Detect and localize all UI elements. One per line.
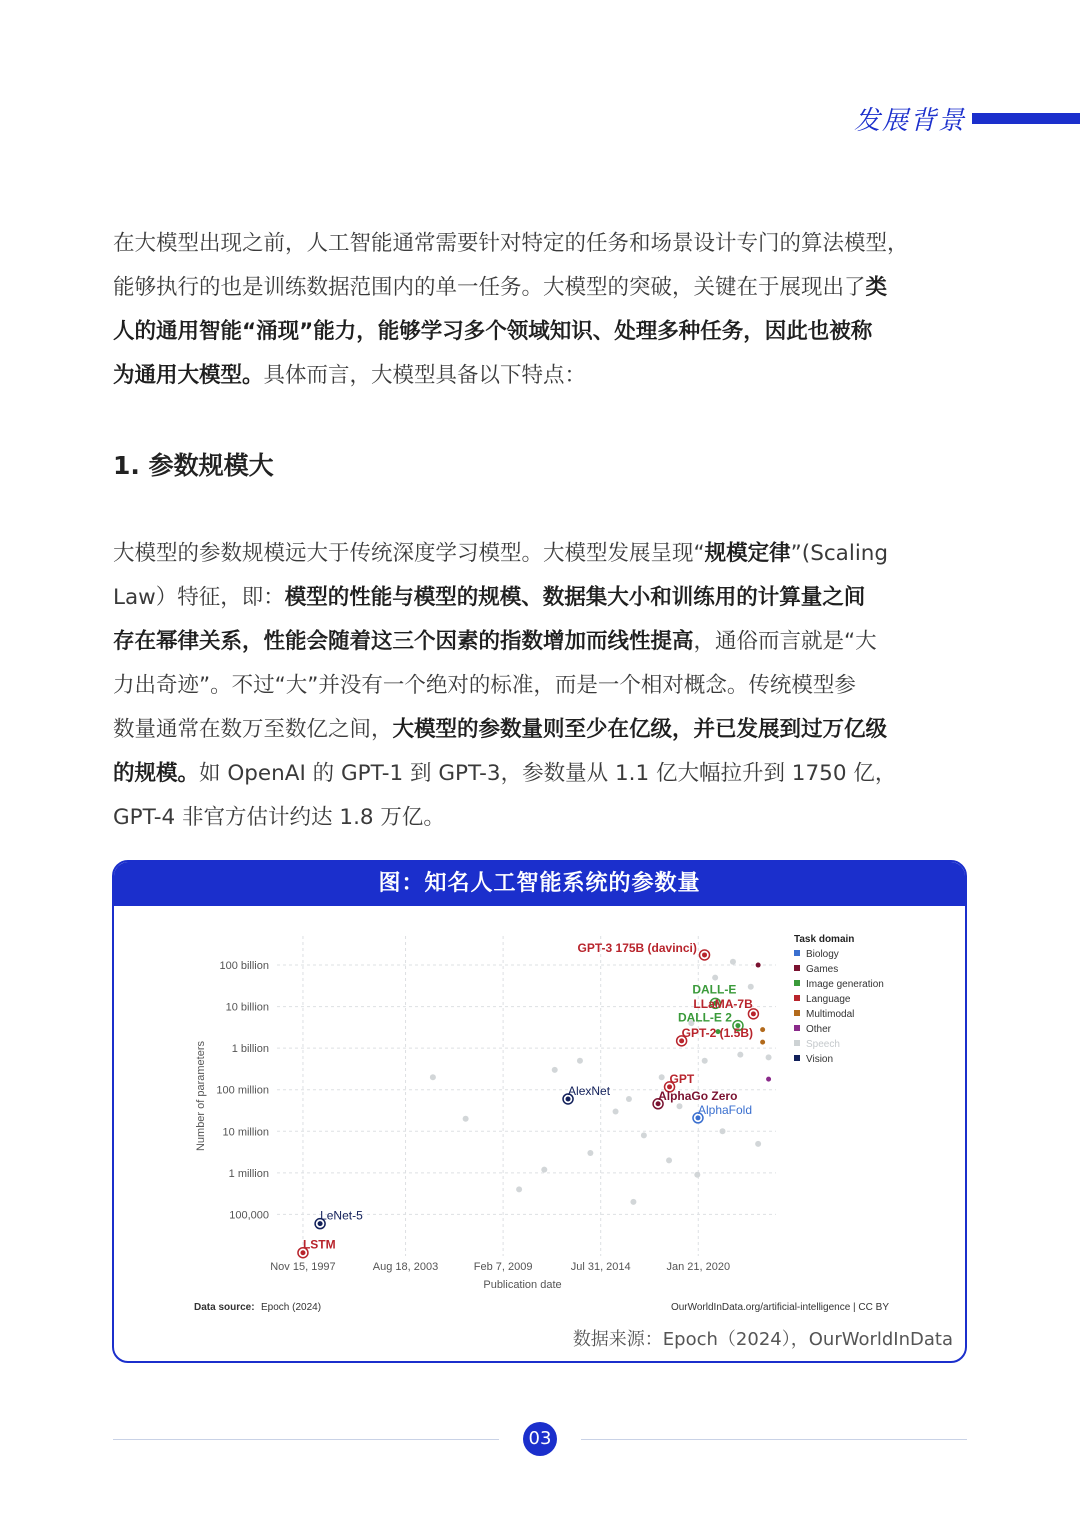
body-line-6-bold: 的规模。 xyxy=(113,761,200,786)
page-footer xyxy=(0,1422,1080,1458)
point-label: LSTM xyxy=(302,1237,336,1252)
data-point xyxy=(730,959,736,965)
legend-swatch xyxy=(794,1055,800,1061)
point-label: GPT-2 (1.5B) xyxy=(681,1025,753,1040)
legend-item: Other xyxy=(806,1024,832,1035)
figure-source-caption: 数据来源：Epoch（2024），OurWorldInData xyxy=(572,1329,953,1350)
point-label: DALL-E xyxy=(692,982,737,997)
body-line-3-text: ，通俗而言就是“大 xyxy=(693,629,877,654)
point-label: LeNet-5 xyxy=(320,1208,363,1223)
point-label: DALL-E 2 xyxy=(677,1010,732,1025)
data-point xyxy=(755,962,761,968)
body-line-1-bold: 规模定律 xyxy=(704,541,791,566)
y-tick-label: 100 billion xyxy=(219,960,269,973)
legend-swatch xyxy=(794,995,800,1001)
data-point xyxy=(630,1199,636,1205)
x-tick-label: Jul 31, 2014 xyxy=(570,1261,631,1273)
data-point xyxy=(463,1116,469,1122)
body-line-3-bold: 存在幂律关系，性能会随着这三个因素的指数增加而线性提高 xyxy=(113,629,694,654)
data-point xyxy=(516,1186,522,1192)
data-point xyxy=(613,1108,619,1114)
legend-title: Task domain xyxy=(794,934,855,945)
footer-rule-right xyxy=(581,1439,967,1440)
footer-rule-left xyxy=(113,1439,499,1440)
legend-swatch xyxy=(794,980,800,986)
legend-swatch xyxy=(794,950,800,956)
page-number: 03 xyxy=(523,1422,557,1456)
y-tick-label: 10 million xyxy=(222,1126,269,1139)
point-label: AlphaGo Zero xyxy=(658,1088,738,1103)
data-point xyxy=(737,1052,743,1058)
intro-line-2-bold: 类 xyxy=(865,275,888,300)
intro-line-1: 在大模型出现之前，人工智能通常需要针对特定的任务和场景设计专门的算法模型， xyxy=(113,231,909,256)
data-point xyxy=(552,1067,558,1073)
legend-swatch xyxy=(794,1010,800,1016)
body-line-1-text: 大模型的参数规模远大于传统深度学习模型。大模型发展呈现“ xyxy=(113,541,705,566)
data-point xyxy=(626,1096,632,1102)
legend-item: Image generation xyxy=(806,979,884,990)
section-tag xyxy=(854,100,1080,137)
y-axis-label: Number of parameters xyxy=(195,1040,207,1152)
body-paragraph xyxy=(113,532,967,840)
body-line-5-bold: 大模型的参数量则至少在亿级，并已发展到过万亿级 xyxy=(392,717,888,742)
data-point xyxy=(641,1132,647,1138)
data-point xyxy=(766,1054,772,1060)
body-line-1 xyxy=(113,532,967,576)
point-label: AlexNet xyxy=(568,1083,611,1098)
data-point xyxy=(766,1076,772,1082)
x-tick-label: Feb 7, 2009 xyxy=(473,1261,533,1273)
data-point xyxy=(720,1128,726,1134)
x-tick-label: Jan 21, 2020 xyxy=(666,1261,731,1273)
legend-item: Games xyxy=(806,964,839,975)
data-point xyxy=(702,1058,708,1064)
data-source-right: OurWorldInData.org/artificial-intelligence | CC BY xyxy=(670,1302,889,1313)
point-label: GPT xyxy=(669,1071,695,1086)
data-point xyxy=(748,984,754,990)
body-line-6 xyxy=(113,752,967,796)
legend-swatch xyxy=(794,1025,800,1031)
figure-box xyxy=(112,860,967,1363)
y-tick-label: 10 billion xyxy=(225,1001,269,1014)
intro-line-2 xyxy=(113,266,967,310)
intro-line-3-bold: 人的通用智能“涌现”能力，能够学习多个领域知识、处理多种任务，因此也被称 xyxy=(113,319,873,344)
intro-line-2-text: 能够执行的也是训练数据范围内的单一任务。大模型的突破，关键在于展现出了 xyxy=(113,275,866,300)
legend-item: Multimodal xyxy=(806,1009,855,1020)
labeled-point xyxy=(751,1011,756,1016)
x-axis-label: Publication date xyxy=(483,1279,562,1291)
labeled-point xyxy=(702,952,707,957)
data-point xyxy=(694,1172,700,1178)
x-tick-label: Aug 18, 2003 xyxy=(372,1261,439,1273)
data-point xyxy=(430,1074,436,1080)
body-line-2-bold: 模型的性能与模型的规模、数据集大小和训练用的计算量之间 xyxy=(284,585,866,610)
data-point xyxy=(587,1150,593,1156)
body-line-7: GPT-4 非官方估计约达 1.8 万亿。 xyxy=(113,805,445,830)
legend-swatch xyxy=(794,1040,800,1046)
data-point xyxy=(712,975,718,981)
data-point xyxy=(541,1167,547,1173)
y-tick-label: 1 billion xyxy=(231,1043,269,1056)
parameters-scatter-chart xyxy=(114,908,965,1318)
y-tick-label: 100 million xyxy=(216,1084,269,1097)
data-point xyxy=(666,1157,672,1163)
x-tick-label: Nov 15, 1997 xyxy=(270,1261,336,1273)
point-label: AlphaFold xyxy=(697,1102,753,1117)
body-line-4: 力出奇迹”。不过“大”并没有一个绝对的标准，而是一个相对概念。传统模型参 xyxy=(113,673,856,698)
data-point xyxy=(760,1027,766,1033)
intro-line-4-text: 具体而言，大模型具备以下特点： xyxy=(263,363,587,388)
data-point xyxy=(755,1141,761,1147)
legend-item: Speech xyxy=(806,1039,840,1050)
body-line-6-text: 如 OpenAI 的 GPT-1 到 GPT-3，参数量从 1.1 亿大幅拉升到 1750 亿， xyxy=(199,761,897,786)
data-point xyxy=(577,1058,583,1064)
body-line-5-text: 数量通常在数万至数亿之间， xyxy=(113,717,393,742)
legend-swatch xyxy=(794,965,800,971)
intro-paragraph xyxy=(113,222,967,398)
data-point xyxy=(760,1039,766,1045)
legend-item: Vision xyxy=(806,1054,834,1065)
data-source-value: Epoch (2024) xyxy=(261,1302,322,1313)
y-tick-label: 1 million xyxy=(228,1167,269,1180)
intro-line-3 xyxy=(113,310,967,354)
legend-item: Language xyxy=(806,994,851,1005)
data-point xyxy=(676,1103,682,1109)
section-heading: 1. 参数规模大 xyxy=(113,451,274,480)
point-label: LLaMA-7B xyxy=(693,996,753,1011)
intro-line-4 xyxy=(113,354,967,398)
body-line-2-text: Law）特征，即： xyxy=(113,585,285,610)
body-line-3 xyxy=(113,620,967,664)
body-line-1-tail: ”(Scaling xyxy=(790,541,889,566)
body-line-2 xyxy=(113,576,967,620)
figure-title: 图：知名人工智能系统的参数量 xyxy=(114,862,965,906)
y-tick-label: 100,000 xyxy=(229,1209,269,1222)
intro-line-4-bold: 为通用大模型。 xyxy=(113,363,264,388)
data-source-label: Data source: xyxy=(194,1302,255,1313)
point-label: GPT-3 175B (davinci) xyxy=(577,940,697,955)
data-point xyxy=(659,1074,665,1080)
legend-item: Biology xyxy=(806,949,839,960)
body-line-5 xyxy=(113,708,967,752)
section-tag-bar xyxy=(972,113,1080,124)
section-tag-label: 发展背景 xyxy=(853,106,966,136)
